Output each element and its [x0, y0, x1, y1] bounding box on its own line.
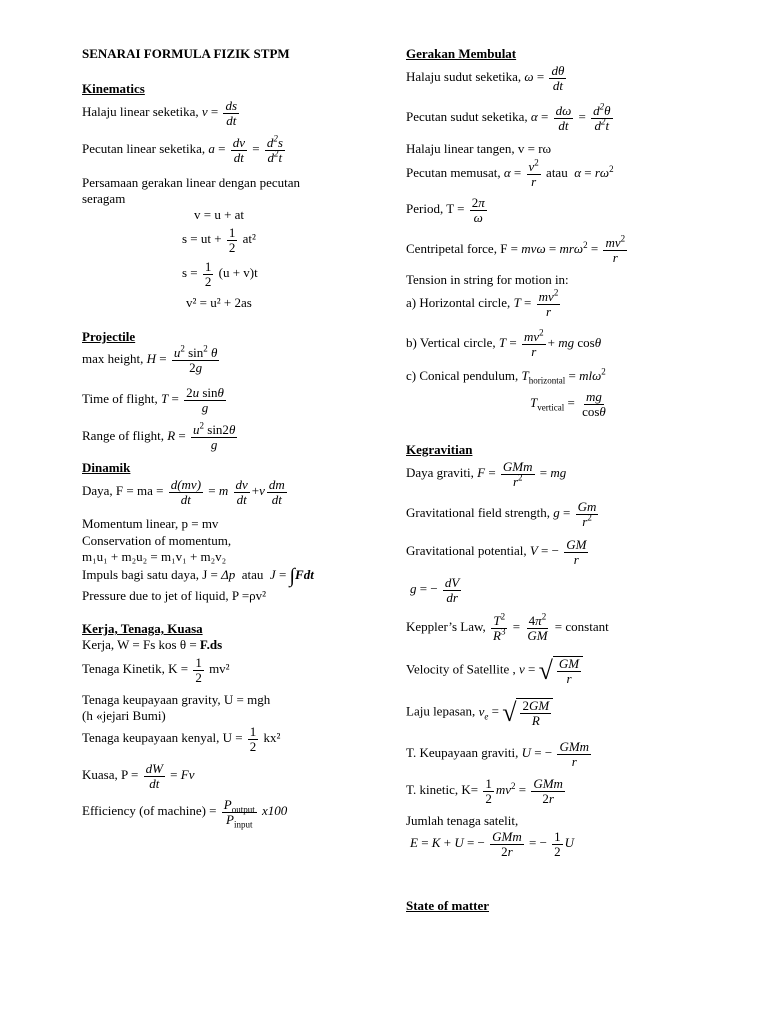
formula-part: F.ds: [199, 637, 223, 652]
heading-kinematics: Kinematics: [82, 81, 145, 96]
formula-label: Pecutan linear seketika,: [82, 141, 206, 157]
formula-label: Time of flight,: [82, 391, 158, 407]
formula-inst-velocity: Halaju linear seketika, v = $\frac{ds}{dt}$: [82, 98, 238, 128]
formula-daya-graviti: Daya graviti, F = GMm $r^2$ = mg: [406, 459, 567, 489]
formula-part: = constant: [554, 619, 609, 635]
formula-eq4: v² = u² + 2as: [186, 295, 252, 310]
formula-label: Velocity of Satellite ,: [406, 661, 516, 677]
formula-label: Daya, F = ma =: [82, 483, 164, 499]
formula-gpe: T. Keupayaan graviti, U = − GMm r: [406, 739, 590, 769]
text-const-accel-2: seragam: [82, 191, 126, 206]
text-gpe-note: (h «jejari Bumi): [82, 708, 166, 723]
formula-total-energy: E = K + U = − GMm 2r = − $\frac{1}{2}$ U: [410, 829, 575, 859]
formula-label: Range of flight,: [82, 428, 164, 444]
formula-label: Laju lepasan,: [406, 703, 476, 719]
formula-range: Range of flight, R = $\frac{u^2 \sin 2\theta}{g}$: [82, 420, 236, 452]
formula-label: Impuls bagi satu daya, J =: [82, 566, 218, 582]
formula-label: Pecutan memusat,: [406, 165, 501, 181]
formula-centripetal-acc: Pecutan memusat, α = $\frac{v^2}{r}$ atau $\alpha = r\omega^2$: [406, 157, 614, 189]
formula-label: max height,: [82, 351, 144, 367]
formula-label: Pecutan sudut seketika,: [406, 109, 528, 125]
formula-max-height: max height, H = $\frac{u^2 \sin^2 \theta}{2g}$: [82, 343, 218, 375]
formula-label: Halaju sudut seketika,: [406, 69, 522, 85]
formula-conservation: m₁u₁ + m₂u₂ = m₁v₁ + m₂v₂: [82, 549, 227, 564]
heading-dinamik: Dinamik: [82, 460, 131, 475]
formula-label: Daya graviti,: [406, 465, 474, 481]
formula-part: s =: [182, 265, 198, 281]
formula-label: Efficiency (of machine) =: [82, 803, 217, 819]
formula-label: Tenaga Kinetik, K =: [82, 661, 189, 677]
formula-part: s = ut +: [182, 231, 222, 247]
formula-label: T. kinetic, K=: [406, 782, 479, 798]
formula-impulse: Impuls bagi satu daya, J = Δp atau J = ∫Fdt: [82, 565, 314, 587]
formula-part: mv²: [209, 661, 230, 677]
formula-label: Gravitational potential,: [406, 543, 527, 559]
document-title: SENARAI FORMULA FIZIK STPM: [82, 46, 290, 61]
formula-horizontal-circle: a) Horizontal circle, T = $\frac{mv^2}{r}$: [406, 287, 559, 319]
formula-escape-velocity: Laju lepasan, $v_e$ = √ $\frac{2GM}{R}$: [406, 698, 553, 727]
formula-label: Tenaga keupayaan kenyal, U =: [82, 730, 243, 746]
formula-kinetic-satellite: T. kinetic, K= $\frac{1}{2}$ $mv^2$ = GMm 2r: [406, 776, 563, 806]
formula-part: (u + v)t: [218, 265, 258, 281]
formula-label: Centripetal force, F =: [406, 241, 519, 257]
formula-label: T. Keupayaan graviti,: [406, 745, 519, 761]
formula-ang-acc: Pecutan sudut seketika, α = $\frac{d\omega}{dt}$ = $\frac{d^2\theta}{d^2t}$: [406, 101, 611, 133]
formula-centripetal-force: Centripetal force, F = mvω = mrω$^2$ = $\frac{mv^2}{r}$: [406, 233, 626, 265]
formula-conical-vertical: $T_{vertical}$ = $\frac{mg}{\cos\theta}$: [530, 389, 606, 419]
formula-eq2: s = ut + $\frac{1}{2}$ at²: [182, 225, 256, 255]
formula-label: Halaju linear seketika,: [82, 104, 199, 120]
formula-label: c) Conical pendulum,: [406, 368, 519, 383]
heading-circular: Gerakan Membulat: [406, 46, 517, 61]
text-tension: Tension in string for motion in:: [406, 272, 569, 287]
formula-part: x100: [261, 803, 288, 819]
formula-gpe: Tenaga keupayaan gravity, U = mgh: [82, 692, 271, 707]
formula-label: Keppler’s Law,: [406, 619, 486, 635]
formula-part: kx²: [263, 730, 281, 746]
formula-vertical-circle: b) Vertical circle, T = $\frac{mv^2}{r}$ + mg cosθ: [406, 327, 602, 359]
formula-label: b) Vertical circle,: [406, 335, 496, 351]
heading-kerja: Kerja, Tenaga, Kuasa: [82, 621, 203, 636]
formula-elastic: Tenaga keupayaan kenyal, U = $\frac{1}{2}$ kx²: [82, 724, 281, 754]
formula-conical: c) Conical pendulum, $T_{horizontal} = ml\omega^2$: [406, 366, 606, 386]
heading-projectile: Projectile: [82, 329, 136, 344]
formula-label: Gravitational field strength,: [406, 505, 551, 521]
text-pressure: Pressure due to jet of liquid, P =ρv²: [82, 588, 267, 603]
formula-part: atau: [241, 566, 264, 582]
formula-eq1: v = u + at: [194, 207, 245, 222]
formula-label: Kuasa, P =: [82, 767, 139, 783]
formula-daya: Daya, F = ma = $\frac{d(mv)}{dt}$ = m $\frac{dv}{dt}$ +v $\frac{dm}{dt}$: [82, 477, 285, 507]
text-conservation: Conservation of momentum,: [82, 533, 232, 548]
text-total-energy: Jumlah tenaga satelit,: [406, 813, 519, 828]
formula-ang-vel: Halaju sudut seketika, ω = $\frac{d\theta}{dt}$: [406, 63, 565, 93]
formula-power: Kuasa, P = $\frac{dW}{dt}$ = Fv: [82, 761, 195, 791]
formula-work: [82, 638, 222, 651]
formula-g-potential-gradient: g = − $\frac{dV}{dr}$: [410, 575, 460, 605]
text-const-accel-1: Persamaan gerakan linear dengan pecutan: [82, 175, 301, 190]
formula-field-strength: Gravitational field strength, g = $\frac{Gm}{r^2}$: [406, 499, 597, 529]
formula-label: a) Horizontal circle,: [406, 295, 511, 311]
formula-kepler: Keppler’s Law, $\frac{T^2}{R^3}$ = $\frac{4\pi^2}{GM}$ = constant: [406, 611, 609, 643]
formula-satellite-velocity: Velocity of Satellite , v = √ $\frac{GM}{r}$: [406, 656, 583, 685]
formula-period: Period, T = $\frac{2\pi}{\omega}$: [406, 195, 485, 225]
heading-gravitation: Kegravitian: [406, 442, 473, 457]
heading-state-of-matter: State of matter: [406, 898, 490, 913]
formula-label: Period, T =: [406, 201, 465, 217]
formula-label: Kerja, W = Fs kos θ =: [82, 637, 197, 652]
formula-kinetic: Tenaga Kinetik, K = $\frac{1}{2}$ mv²: [82, 655, 230, 685]
formula-inst-accel: Pecutan linear seketika, a = $\frac{dv}{dt}$ = $\frac{d^2s}{d^2t}$: [82, 133, 283, 165]
formula-eq3: s = $\frac{1}{2}$ (u + v)t: [182, 259, 258, 289]
formula-part: atau: [546, 165, 568, 181]
formula-part: at²: [242, 231, 256, 247]
formula-time-of-flight: Time of flight, T = $\frac{\text{2u sinθ}}{g}$: [82, 385, 224, 415]
text-momentum: Momentum linear, p = mv: [82, 516, 219, 531]
formula-efficiency: Efficiency (of machine) = $P_{output}$ $P_{input}$ x100: [82, 797, 288, 830]
formula-potential: Gravitational potential, V = − $\frac{GM}{r}$: [406, 537, 587, 567]
text-tang-vel: Halaju linear tangen, v = rω: [406, 141, 552, 156]
